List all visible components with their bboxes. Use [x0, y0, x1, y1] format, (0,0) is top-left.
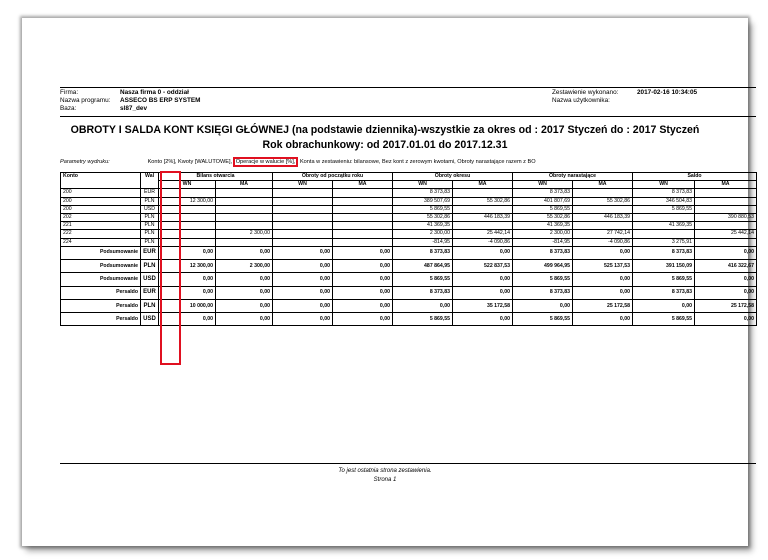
amount-cell: [695, 189, 757, 197]
wal-cell: USD: [141, 313, 159, 326]
col-ma: MA: [573, 181, 633, 189]
amount-cell: [695, 205, 757, 213]
amount-cell: 525 137,53: [573, 259, 633, 272]
amount-cell: [453, 189, 513, 197]
wal-cell: PLN: [141, 230, 159, 238]
wal-cell: USD: [141, 205, 159, 213]
group-obroty-okresu: Obroty okresu: [393, 173, 513, 181]
amount-cell: 0,00: [573, 246, 633, 259]
amount-cell: -4 090,86: [573, 238, 633, 246]
amount-cell: 0,00: [453, 273, 513, 286]
amount-cell: 0,00: [453, 246, 513, 259]
amount-cell: [453, 222, 513, 230]
baza-value: sl87_dev: [120, 105, 148, 113]
report-title: OBROTY I SALDA KONT KSIĘGI GŁÓWNEJ (na podstawie dziennika)-wszystkie za okres od : 2017 Styczeń do : 2017 Styczeń: [70, 124, 700, 136]
amount-cell: 0,00: [273, 259, 333, 272]
amount-cell: 35 172,58: [453, 299, 513, 312]
amount-cell: 0,00: [216, 246, 273, 259]
zestawienie-value: 2017-02-16 10:34:05: [637, 89, 698, 96]
amount-cell: [216, 189, 273, 197]
summary-label: Persaldo: [61, 313, 141, 326]
amount-cell: [273, 189, 333, 197]
col-wn: WN: [513, 181, 573, 189]
amount-cell: 5 869,55: [513, 273, 573, 286]
report-table: [60, 172, 757, 326]
amount-cell: 12 300,00: [159, 259, 216, 272]
col-wn: WN: [633, 181, 695, 189]
amount-cell: [695, 222, 757, 230]
amount-cell: 0,00: [513, 299, 573, 312]
amount-cell: 8 373,83: [633, 189, 695, 197]
group-saldo: Saldo: [633, 173, 757, 181]
wal-cell: PLN: [141, 238, 159, 246]
header-top-rule: [60, 87, 756, 88]
amount-cell: 0,00: [695, 313, 757, 326]
amount-cell: 55 302,86: [453, 197, 513, 205]
konto-cell: 221: [61, 222, 141, 230]
amount-cell: [216, 222, 273, 230]
amount-cell: [273, 230, 333, 238]
col-wal: Wal: [141, 173, 159, 189]
table-row: [61, 222, 757, 230]
amount-cell: 346 504,83: [633, 197, 695, 205]
program-label: Nazwa programu:: [60, 97, 111, 105]
summary-row: [61, 259, 757, 272]
amount-cell: [159, 238, 216, 246]
amount-cell: [216, 213, 273, 221]
konto-cell: 200: [61, 205, 141, 213]
amount-cell: 25 442,14: [695, 230, 757, 238]
amount-cell: 25 442,14: [453, 230, 513, 238]
amount-cell: 0,00: [216, 286, 273, 299]
amount-cell: [695, 238, 757, 246]
amount-cell: [695, 197, 757, 205]
amount-cell: 8 373,83: [513, 246, 573, 259]
amount-cell: 8 373,83: [393, 286, 453, 299]
params-label: Parametry wydruku:: [60, 159, 110, 165]
amount-cell: [633, 230, 695, 238]
amount-cell: [216, 238, 273, 246]
amount-cell: 0,00: [273, 299, 333, 312]
amount-cell: 522 837,53: [453, 259, 513, 272]
summary-row: [61, 273, 757, 286]
amount-cell: [273, 197, 333, 205]
konto-cell: 202: [61, 213, 141, 221]
amount-cell: [333, 222, 393, 230]
amount-cell: 0,00: [273, 273, 333, 286]
col-wn: WN: [159, 181, 216, 189]
col-ma: MA: [695, 181, 757, 189]
amount-cell: 25 172,58: [695, 299, 757, 312]
amount-cell: 5 869,55: [513, 205, 573, 213]
col-konto: Konto: [61, 173, 141, 189]
amount-cell: 5 869,55: [633, 205, 695, 213]
report-page: [22, 18, 755, 546]
amount-cell: 8 373,83: [393, 189, 453, 197]
amount-cell: 487 864,95: [393, 259, 453, 272]
amount-cell: [453, 205, 513, 213]
amount-cell: 0,00: [333, 286, 393, 299]
amount-cell: 0,00: [333, 273, 393, 286]
summary-label: Persaldo: [61, 286, 141, 299]
amount-cell: 8 373,83: [513, 286, 573, 299]
baza-label: Baza:: [60, 105, 77, 113]
amount-cell: 499 964,95: [513, 259, 573, 272]
konto-cell: 200: [61, 189, 141, 197]
amount-cell: 0,00: [333, 246, 393, 259]
amount-cell: 0,00: [695, 273, 757, 286]
group-obroty-narastajace: Obroty narastające: [513, 173, 633, 181]
amount-cell: 0,00: [273, 313, 333, 326]
amount-cell: [573, 189, 633, 197]
table-row: [61, 230, 757, 238]
amount-cell: [159, 213, 216, 221]
amount-cell: 401 807,69: [513, 197, 573, 205]
amount-cell: 389 507,69: [393, 197, 453, 205]
footer-page-number: Strona 1: [373, 477, 397, 483]
wal-cell: PLN: [141, 222, 159, 230]
wal-cell: PLN: [141, 213, 159, 221]
amount-cell: 25 172,58: [573, 299, 633, 312]
amount-cell: -814,95: [513, 238, 573, 246]
header-left: [60, 89, 201, 114]
amount-cell: 2 300,00: [216, 259, 273, 272]
amount-cell: [333, 205, 393, 213]
summary-label: Podsumowanie: [61, 259, 141, 272]
amount-cell: [333, 213, 393, 221]
params-part2: Konta w zestawieniu: bilansowe, Bez kont z zerowym kwotami, Obroty narastające razem z BO: [299, 159, 536, 165]
amount-cell: 0,00: [273, 246, 333, 259]
amount-cell: 10 000,00: [159, 299, 216, 312]
amount-cell: [333, 189, 393, 197]
amount-cell: 0,00: [573, 273, 633, 286]
wal-cell: PLN: [141, 197, 159, 205]
amount-cell: 5 869,55: [393, 205, 453, 213]
amount-cell: [159, 205, 216, 213]
amount-cell: 27 742,14: [573, 230, 633, 238]
summary-row: [61, 313, 757, 326]
amount-cell: 416 322,67: [695, 259, 757, 272]
summary-label: Persaldo: [61, 299, 141, 312]
amount-cell: 0,00: [453, 313, 513, 326]
amount-cell: 0,00: [216, 313, 273, 326]
amount-cell: [159, 189, 216, 197]
amount-cell: 0,00: [453, 286, 513, 299]
amount-cell: [333, 197, 393, 205]
summary-label: Podsumowanie: [61, 273, 141, 286]
col-wn: WN: [273, 181, 333, 189]
amount-cell: [273, 238, 333, 246]
amount-cell: 0,00: [159, 246, 216, 259]
amount-cell: [273, 213, 333, 221]
amount-cell: 0,00: [393, 299, 453, 312]
user-label: Nazwa użytkownika:: [552, 97, 610, 105]
amount-cell: -4 090,86: [453, 238, 513, 246]
amount-cell: 0,00: [633, 299, 695, 312]
wal-cell: EUR: [141, 189, 159, 197]
zestawienie-label: Zestawienie wykonano:: [552, 89, 619, 96]
amount-cell: 55 302,86: [573, 197, 633, 205]
amount-cell: [159, 222, 216, 230]
amount-cell: 446 183,39: [453, 213, 513, 221]
header-right: [552, 89, 698, 105]
amount-cell: 0,00: [573, 286, 633, 299]
amount-cell: 390 880,53: [695, 213, 757, 221]
col-ma: MA: [333, 181, 393, 189]
amount-cell: [333, 230, 393, 238]
footer-last-page: To jest ostatnia strona zestawienia.: [338, 468, 432, 474]
amount-cell: 5 869,55: [633, 313, 695, 326]
amount-cell: 0,00: [216, 273, 273, 286]
amount-cell: -814,95: [393, 238, 453, 246]
firma-label: Firma:: [60, 89, 79, 96]
amount-cell: 5 869,55: [393, 273, 453, 286]
amount-cell: 0,00: [273, 286, 333, 299]
footer-rule: [60, 463, 756, 464]
amount-cell: 5 869,55: [513, 313, 573, 326]
amount-cell: 2 300,00: [513, 230, 573, 238]
amount-cell: 12 300,00: [159, 197, 216, 205]
col-ma: MA: [453, 181, 513, 189]
amount-cell: 0,00: [216, 299, 273, 312]
amount-cell: 55 302,86: [513, 213, 573, 221]
amount-cell: 41 369,35: [393, 222, 453, 230]
wal-cell: EUR: [141, 286, 159, 299]
amount-cell: 2 300,00: [393, 230, 453, 238]
amount-cell: 8 373,83: [633, 286, 695, 299]
amount-cell: 0,00: [159, 286, 216, 299]
amount-cell: 41 369,35: [633, 222, 695, 230]
program-value: ASSECO BS ERP SYSTEM: [120, 97, 201, 105]
amount-cell: 5 869,55: [633, 273, 695, 286]
amount-cell: [216, 205, 273, 213]
amount-cell: 0,00: [695, 286, 757, 299]
firma-value: Nasza firma 0 - oddział: [120, 89, 189, 96]
params-part1: Konto [2%], Kwoty [WALUTOWE],: [147, 159, 233, 165]
konto-cell: 224: [61, 238, 141, 246]
amount-cell: 3 275,91: [633, 238, 695, 246]
amount-cell: [633, 213, 695, 221]
amount-cell: [273, 205, 333, 213]
amount-cell: [573, 205, 633, 213]
summary-label: Podsumowanie: [61, 246, 141, 259]
amount-cell: 0,00: [333, 259, 393, 272]
amount-cell: 55 302,86: [393, 213, 453, 221]
amount-cell: 446 183,39: [573, 213, 633, 221]
table-row: [61, 205, 757, 213]
amount-cell: 0,00: [333, 313, 393, 326]
table-row: [61, 189, 757, 197]
amount-cell: 2 300,00: [216, 230, 273, 238]
amount-cell: 0,00: [573, 313, 633, 326]
amount-cell: 0,00: [159, 313, 216, 326]
amount-cell: 0,00: [159, 273, 216, 286]
table-row: [61, 238, 757, 246]
amount-cell: [159, 230, 216, 238]
print-parameters: [60, 159, 536, 165]
amount-cell: 0,00: [333, 299, 393, 312]
params-highlight: Operacje w walucie [%],: [233, 157, 299, 167]
amount-cell: [573, 222, 633, 230]
wal-cell: PLN: [141, 299, 159, 312]
amount-cell: [216, 197, 273, 205]
amount-cell: 8 373,83: [633, 246, 695, 259]
table-row: [61, 197, 757, 205]
konto-cell: 200: [61, 197, 141, 205]
amount-cell: 8 373,83: [513, 189, 573, 197]
col-wn: WN: [393, 181, 453, 189]
col-ma: MA: [216, 181, 273, 189]
summary-row: [61, 246, 757, 259]
summary-row: [61, 299, 757, 312]
group-bilans-otwarcia: Bilans otwarcia: [159, 173, 273, 181]
report-subtitle: Rok obrachunkowy: od 2017.01.01 do 2017.12.31: [262, 139, 508, 151]
amount-cell: 41 369,35: [513, 222, 573, 230]
wal-cell: USD: [141, 273, 159, 286]
group-obroty-od-poczatku: Obroty od początku roku: [273, 173, 393, 181]
amount-cell: 0,00: [695, 246, 757, 259]
wal-cell: EUR: [141, 246, 159, 259]
table-row: [61, 213, 757, 221]
summary-row: [61, 286, 757, 299]
amount-cell: [273, 222, 333, 230]
amount-cell: 391 150,09: [633, 259, 695, 272]
amount-cell: 5 869,55: [393, 313, 453, 326]
konto-cell: 222: [61, 230, 141, 238]
amount-cell: [333, 238, 393, 246]
wal-cell: PLN: [141, 259, 159, 272]
header-bottom-rule: [60, 116, 756, 117]
amount-cell: 8 373,83: [393, 246, 453, 259]
